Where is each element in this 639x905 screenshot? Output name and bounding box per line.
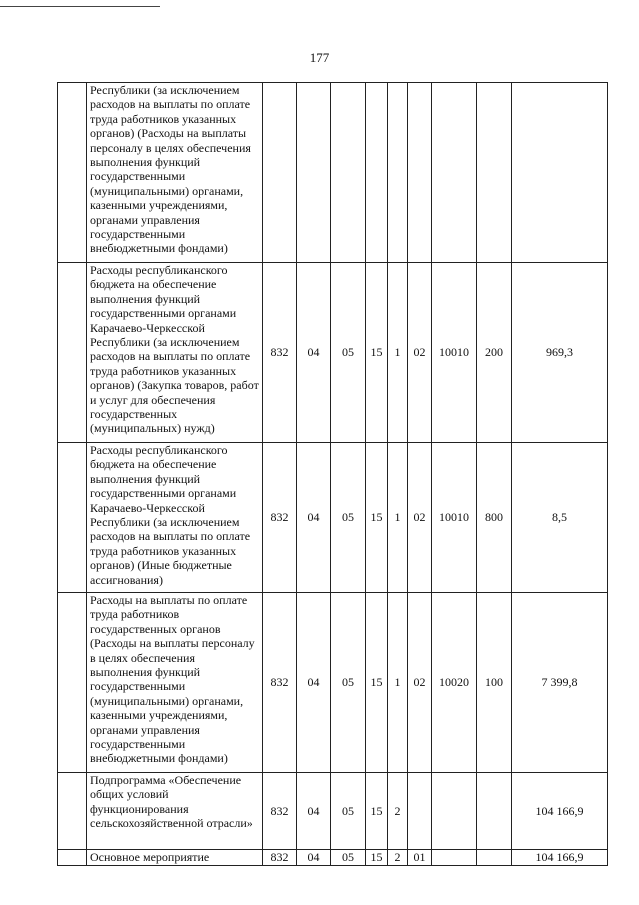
expense-name-cell: Расходы республиканского бюджета на обеспечение выполнения функций государственными органами Карачаево-Черкесской Республики (за исключением расходов на выплаты по оплате труда работников указанных органов) (Закупка товаров, работ и услуг для обеспечения государственных (муниципальных) нужд) (87, 263, 263, 443)
expense-name-cell: Расходы республиканского бюджета на обеспечение выполнения функций государственными органами Карачаево-Черкесской Республики (за исключением расходов на выплаты по оплате труда работников указанных органов) (Иные бюджетные ассигнования) (87, 443, 263, 593)
ministry-code-cell: 832 (263, 773, 297, 850)
ministry-code-cell: 832 (263, 443, 297, 593)
program-code-cell: 15 (366, 593, 388, 773)
subsection-code-cell (331, 83, 366, 263)
ministry-code-cell: 832 (263, 263, 297, 443)
sum-cell: 104 166,9 (512, 850, 608, 866)
sum-cell: 8,5 (512, 443, 608, 593)
subsection-code-cell: 05 (331, 263, 366, 443)
expense-name-cell: Республики (за исключением расходов на выплаты по оплате труда работников указанных органов) (Расходы на выплаты персоналу в целях обеспечения выполнения функций государственными (муниципальными) органами, казенными учреждениями, органами управления государственными внебюджетными фондами) (87, 83, 263, 263)
section-code-cell: 04 (297, 443, 331, 593)
expense-name-cell: Подпрограмма «Обеспечение общих условий функционирования сельскохозяйственной отрасли» (87, 773, 263, 850)
ministry-code-cell: 832 (263, 850, 297, 866)
expense-type-cell (477, 773, 512, 850)
direction-code-cell (432, 773, 477, 850)
section-code-cell: 04 (297, 593, 331, 773)
program-code-cell: 15 (366, 263, 388, 443)
section-code-cell: 04 (297, 263, 331, 443)
subsection-code-cell: 05 (331, 773, 366, 850)
direction-code-cell: 10010 (432, 443, 477, 593)
sum-cell: 7 399,8 (512, 593, 608, 773)
event-code-cell (408, 773, 432, 850)
table-row (58, 443, 608, 593)
table-row (58, 263, 608, 443)
expense-type-cell: 200 (477, 263, 512, 443)
program-code-cell: 15 (366, 443, 388, 593)
subprogram-code-cell: 1 (388, 443, 408, 593)
subprogram-code-cell: 1 (388, 263, 408, 443)
page-number: 177 (309, 50, 330, 65)
direction-code-cell: 10010 (432, 263, 477, 443)
event-code-cell: 01 (408, 850, 432, 866)
subsection-code-cell: 05 (331, 443, 366, 593)
expense-type-cell (477, 850, 512, 866)
direction-code-cell (432, 850, 477, 866)
subprogram-code-cell: 2 (388, 850, 408, 866)
section-code-cell: 04 (297, 850, 331, 866)
subprogram-code-cell: 1 (388, 593, 408, 773)
section-code-cell: 04 (297, 773, 331, 850)
sum-cell: 104 166,9 (512, 773, 608, 850)
event-code-cell (408, 83, 432, 263)
subsection-code-cell: 05 (331, 593, 366, 773)
expense-type-cell: 800 (477, 443, 512, 593)
direction-code-cell: 10020 (432, 593, 477, 773)
event-code-cell: 02 (408, 443, 432, 593)
expense-name-cell: Расходы на выплаты по оплате труда работников государственных органов (Расходы на выплаты персоналу в целях обеспечения выполнения функций государственными (муниципальными) органами, казенными учреждениями, органами управления государственными внебюджетными фондами) (87, 593, 263, 773)
blank-cell (58, 850, 87, 866)
header-rule (0, 6, 160, 7)
ministry-code-cell (263, 83, 297, 263)
event-code-cell: 02 (408, 593, 432, 773)
subprogram-code-cell (388, 83, 408, 263)
subprogram-code-cell: 2 (388, 773, 408, 850)
program-code-cell: 15 (366, 850, 388, 866)
expense-type-cell: 100 (477, 593, 512, 773)
budget-table (57, 82, 608, 866)
blank-cell (58, 83, 87, 263)
program-code-cell: 15 (366, 773, 388, 850)
blank-cell (58, 773, 87, 850)
expense-name-cell: Основное мероприятие (87, 850, 263, 866)
table-row (58, 83, 608, 263)
blank-cell (58, 443, 87, 593)
table-row (58, 593, 608, 773)
direction-code-cell (432, 83, 477, 263)
sum-cell: 969,3 (512, 263, 608, 443)
table-row (58, 850, 608, 866)
blank-cell (58, 593, 87, 773)
expense-type-cell (477, 83, 512, 263)
program-code-cell (366, 83, 388, 263)
section-code-cell (297, 83, 331, 263)
table-row (58, 773, 608, 850)
event-code-cell: 02 (408, 263, 432, 443)
blank-cell (58, 263, 87, 443)
subsection-code-cell: 05 (331, 850, 366, 866)
ministry-code-cell: 832 (263, 593, 297, 773)
sum-cell (512, 83, 608, 263)
